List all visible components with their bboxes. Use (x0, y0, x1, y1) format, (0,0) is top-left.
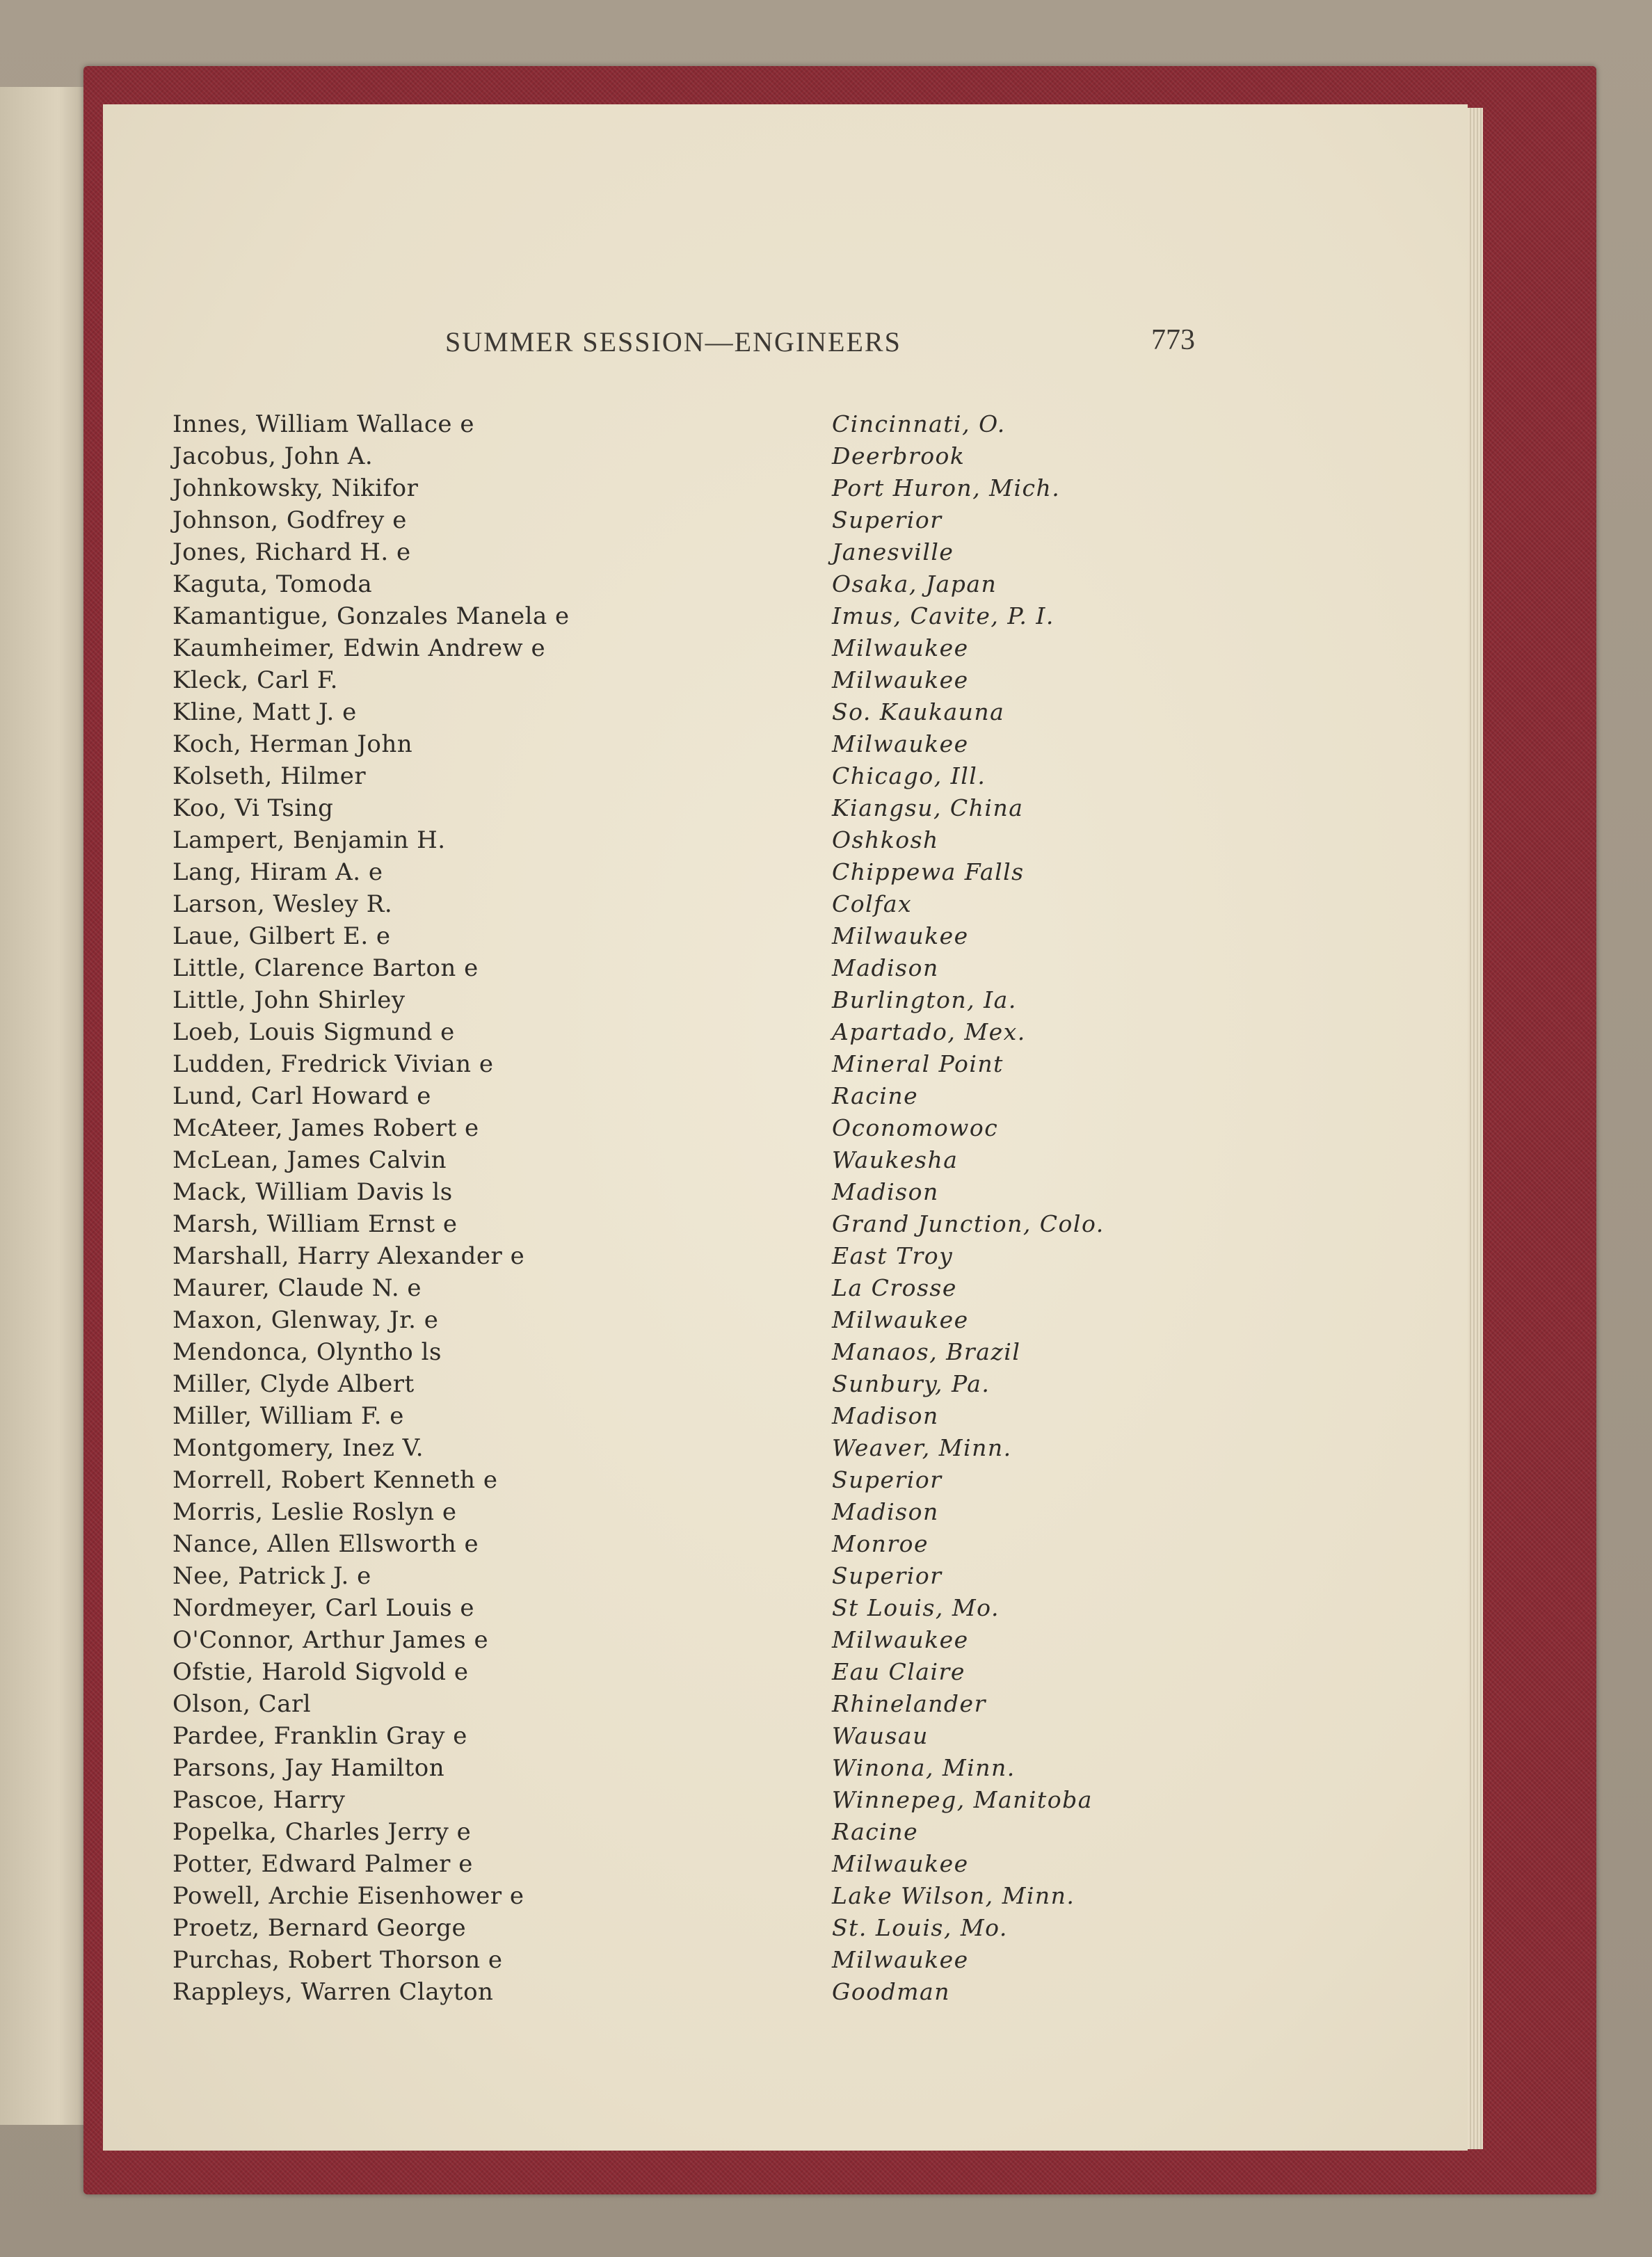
list-item (173, 1562, 1216, 1594)
hometown: Monroe (832, 1530, 929, 1557)
hometown: Waukesha (832, 1146, 959, 1173)
list-item (173, 858, 1216, 890)
list-item (173, 474, 1216, 506)
student-name: McAteer, James Robert e (173, 1114, 479, 1142)
list-item (173, 1786, 1216, 1818)
hometown: Wausau (832, 1722, 929, 1749)
list-item (173, 1690, 1216, 1722)
hometown: So. Kaukauna (832, 698, 1005, 725)
list-item (173, 1850, 1216, 1882)
list-item (173, 666, 1216, 698)
hometown: Rhinelander (832, 1690, 986, 1717)
student-name: O'Connor, Arthur James e (173, 1626, 489, 1654)
page-stack-edge (1468, 108, 1483, 2149)
list-item (173, 1882, 1216, 1914)
list-item (173, 1274, 1216, 1306)
hometown: Port Huron, Mich. (832, 474, 1061, 501)
hometown: Milwaukee (832, 1850, 969, 1877)
list-item (173, 1914, 1216, 1946)
hometown: Deerbrook (832, 442, 965, 469)
list-item (173, 1466, 1216, 1498)
hometown: Lake Wilson, Minn. (832, 1882, 1075, 1909)
hometown: Racine (832, 1818, 919, 1845)
student-name: Pascoe, Harry (173, 1786, 346, 1814)
student-name: Jones, Richard H. e (173, 538, 411, 566)
hometown: St. Louis, Mo. (832, 1914, 1008, 1941)
list-item (173, 1210, 1216, 1242)
hometown: Mineral Point (832, 1050, 1004, 1077)
student-name: Nance, Allen Ellsworth e (173, 1530, 479, 1558)
hometown: Winona, Minn. (832, 1754, 1016, 1781)
running-head: SUMMER SESSION—ENGINEERS (445, 326, 901, 358)
student-name: Little, Clarence Barton e (173, 954, 479, 982)
student-name: Mack, William Davis ls (173, 1178, 453, 1206)
hometown: La Crosse (832, 1274, 957, 1301)
list-item (173, 1722, 1216, 1754)
hometown: Milwaukee (832, 1946, 969, 1973)
list-item (173, 954, 1216, 986)
student-name: Miller, William F. e (173, 1402, 404, 1430)
list-item (173, 1754, 1216, 1786)
hometown: Chippewa Falls (832, 858, 1025, 885)
student-name: Koo, Vi Tsing (173, 794, 334, 822)
hometown: Madison (832, 1178, 939, 1205)
hometown: Madison (832, 954, 939, 981)
hometown: Chicago, Ill. (832, 762, 986, 789)
list-item (173, 1978, 1216, 2010)
hometown: Eau Claire (832, 1658, 965, 1685)
hometown: Osaka, Japan (832, 570, 997, 597)
student-name: Nordmeyer, Carl Louis e (173, 1594, 474, 1622)
hometown: Winnepeg, Manitoba (832, 1786, 1093, 1813)
hometown: St Louis, Mo. (832, 1594, 1000, 1621)
list-item (173, 538, 1216, 570)
student-name: Rappleys, Warren Clayton (173, 1978, 494, 2006)
student-name: Olson, Carl (173, 1690, 312, 1718)
list-item (173, 1594, 1216, 1626)
student-name: Maurer, Claude N. e (173, 1274, 422, 1302)
student-name: Kolseth, Hilmer (173, 762, 367, 790)
list-item (173, 570, 1216, 602)
list-item (173, 1530, 1216, 1562)
student-name: Lang, Hiram A. e (173, 858, 383, 886)
list-item (173, 730, 1216, 762)
hometown: Cincinnati, O. (832, 410, 1006, 437)
list-item (173, 506, 1216, 538)
hometown: Goodman (832, 1978, 950, 2005)
list-item (173, 1306, 1216, 1338)
list-item (173, 986, 1216, 1018)
student-name: Kline, Matt J. e (173, 698, 357, 726)
hometown: Imus, Cavite, P. I. (832, 602, 1054, 629)
list-item (173, 698, 1216, 730)
student-name: Proetz, Bernard George (173, 1914, 467, 1942)
student-name: Ofstie, Harold Sigvold e (173, 1658, 469, 1686)
student-name: Montgomery, Inez V. (173, 1434, 424, 1462)
hometown: Milwaukee (832, 1306, 969, 1333)
student-name: Little, John Shirley (173, 986, 406, 1014)
student-name: Koch, Herman John (173, 730, 413, 758)
list-item (173, 410, 1216, 442)
student-name: Laue, Gilbert E. e (173, 922, 391, 950)
student-name: Powell, Archie Eisenhower e (173, 1882, 524, 1910)
hometown: Madison (832, 1498, 939, 1525)
list-item (173, 1946, 1216, 1978)
list-item (173, 1146, 1216, 1178)
student-name: Jacobus, John A. (173, 442, 374, 470)
facing-page-edge (0, 87, 83, 2125)
list-item (173, 634, 1216, 666)
student-list (173, 410, 1216, 2010)
student-name: Kaguta, Tomoda (173, 570, 373, 598)
student-name: Mendonca, Olyntho ls (173, 1338, 442, 1366)
hometown: Colfax (832, 890, 913, 917)
student-name: Potter, Edward Palmer e (173, 1850, 473, 1878)
list-item (173, 1818, 1216, 1850)
hometown: Milwaukee (832, 634, 969, 661)
student-name: Ludden, Fredrick Vivian e (173, 1050, 494, 1078)
student-name: Kleck, Carl F. (173, 666, 338, 694)
student-name: Innes, William Wallace e (173, 410, 474, 438)
hometown: Milwaukee (832, 1626, 969, 1653)
list-item (173, 1434, 1216, 1466)
list-item (173, 1242, 1216, 1274)
list-item (173, 762, 1216, 794)
student-name: Larson, Wesley R. (173, 890, 393, 918)
hometown: Madison (832, 1402, 939, 1429)
student-name: Popelka, Charles Jerry e (173, 1818, 472, 1846)
list-item (173, 1658, 1216, 1690)
hometown: Grand Junction, Colo. (832, 1210, 1105, 1237)
hometown: Apartado, Mex. (832, 1018, 1026, 1045)
student-name: Purchas, Robert Thorson e (173, 1946, 503, 1974)
hometown: Milwaukee (832, 666, 969, 693)
list-item (173, 1370, 1216, 1402)
student-name: Morrell, Robert Kenneth e (173, 1466, 498, 1494)
hometown: Oshkosh (832, 826, 939, 853)
page-number: 773 (1151, 324, 1195, 356)
list-item (173, 1082, 1216, 1114)
hometown: Janesville (832, 538, 954, 565)
student-name: McLean, James Calvin (173, 1146, 447, 1174)
hometown: Milwaukee (832, 730, 969, 757)
list-item (173, 794, 1216, 826)
list-item (173, 602, 1216, 634)
list-item (173, 1498, 1216, 1530)
student-name: Loeb, Louis Sigmund e (173, 1018, 455, 1046)
list-item (173, 1402, 1216, 1434)
student-name: Miller, Clyde Albert (173, 1370, 415, 1398)
student-name: Lampert, Benjamin H. (173, 826, 446, 854)
hometown: Sunbury, Pa. (832, 1370, 991, 1397)
list-item (173, 1114, 1216, 1146)
hometown: Superior (832, 506, 943, 533)
hometown: Milwaukee (832, 922, 969, 949)
list-item (173, 826, 1216, 858)
hometown: East Troy (832, 1242, 954, 1269)
list-item (173, 1338, 1216, 1370)
list-item (173, 1178, 1216, 1210)
student-name: Parsons, Jay Hamilton (173, 1754, 445, 1782)
student-name: Lund, Carl Howard e (173, 1082, 431, 1110)
student-name: Nee, Patrick J. e (173, 1562, 371, 1590)
hometown: Burlington, Ia. (832, 986, 1017, 1013)
student-name: Kamantigue, Gonzales Manela e (173, 602, 570, 630)
list-item (173, 1626, 1216, 1658)
hometown: Weaver, Minn. (832, 1434, 1012, 1461)
student-name: Johnson, Godfrey e (173, 506, 407, 534)
list-item (173, 1050, 1216, 1082)
hometown: Superior (832, 1466, 943, 1493)
hometown: Oconomowoc (832, 1114, 999, 1141)
student-name: Kaumheimer, Edwin Andrew e (173, 634, 546, 662)
list-item (173, 1018, 1216, 1050)
student-name: Johnkowsky, Nikifor (173, 474, 419, 502)
list-item (173, 890, 1216, 922)
student-name: Marsh, William Ernst e (173, 1210, 458, 1238)
hometown: Kiangsu, China (832, 794, 1024, 821)
hometown: Superior (832, 1562, 943, 1589)
student-name: Pardee, Franklin Gray e (173, 1722, 467, 1750)
list-item (173, 442, 1216, 474)
student-name: Maxon, Glenway, Jr. e (173, 1306, 439, 1334)
hometown: Racine (832, 1082, 919, 1109)
list-item (173, 922, 1216, 954)
student-name: Morris, Leslie Roslyn e (173, 1498, 457, 1526)
hometown: Manaos, Brazil (832, 1338, 1021, 1365)
student-name: Marshall, Harry Alexander e (173, 1242, 525, 1270)
